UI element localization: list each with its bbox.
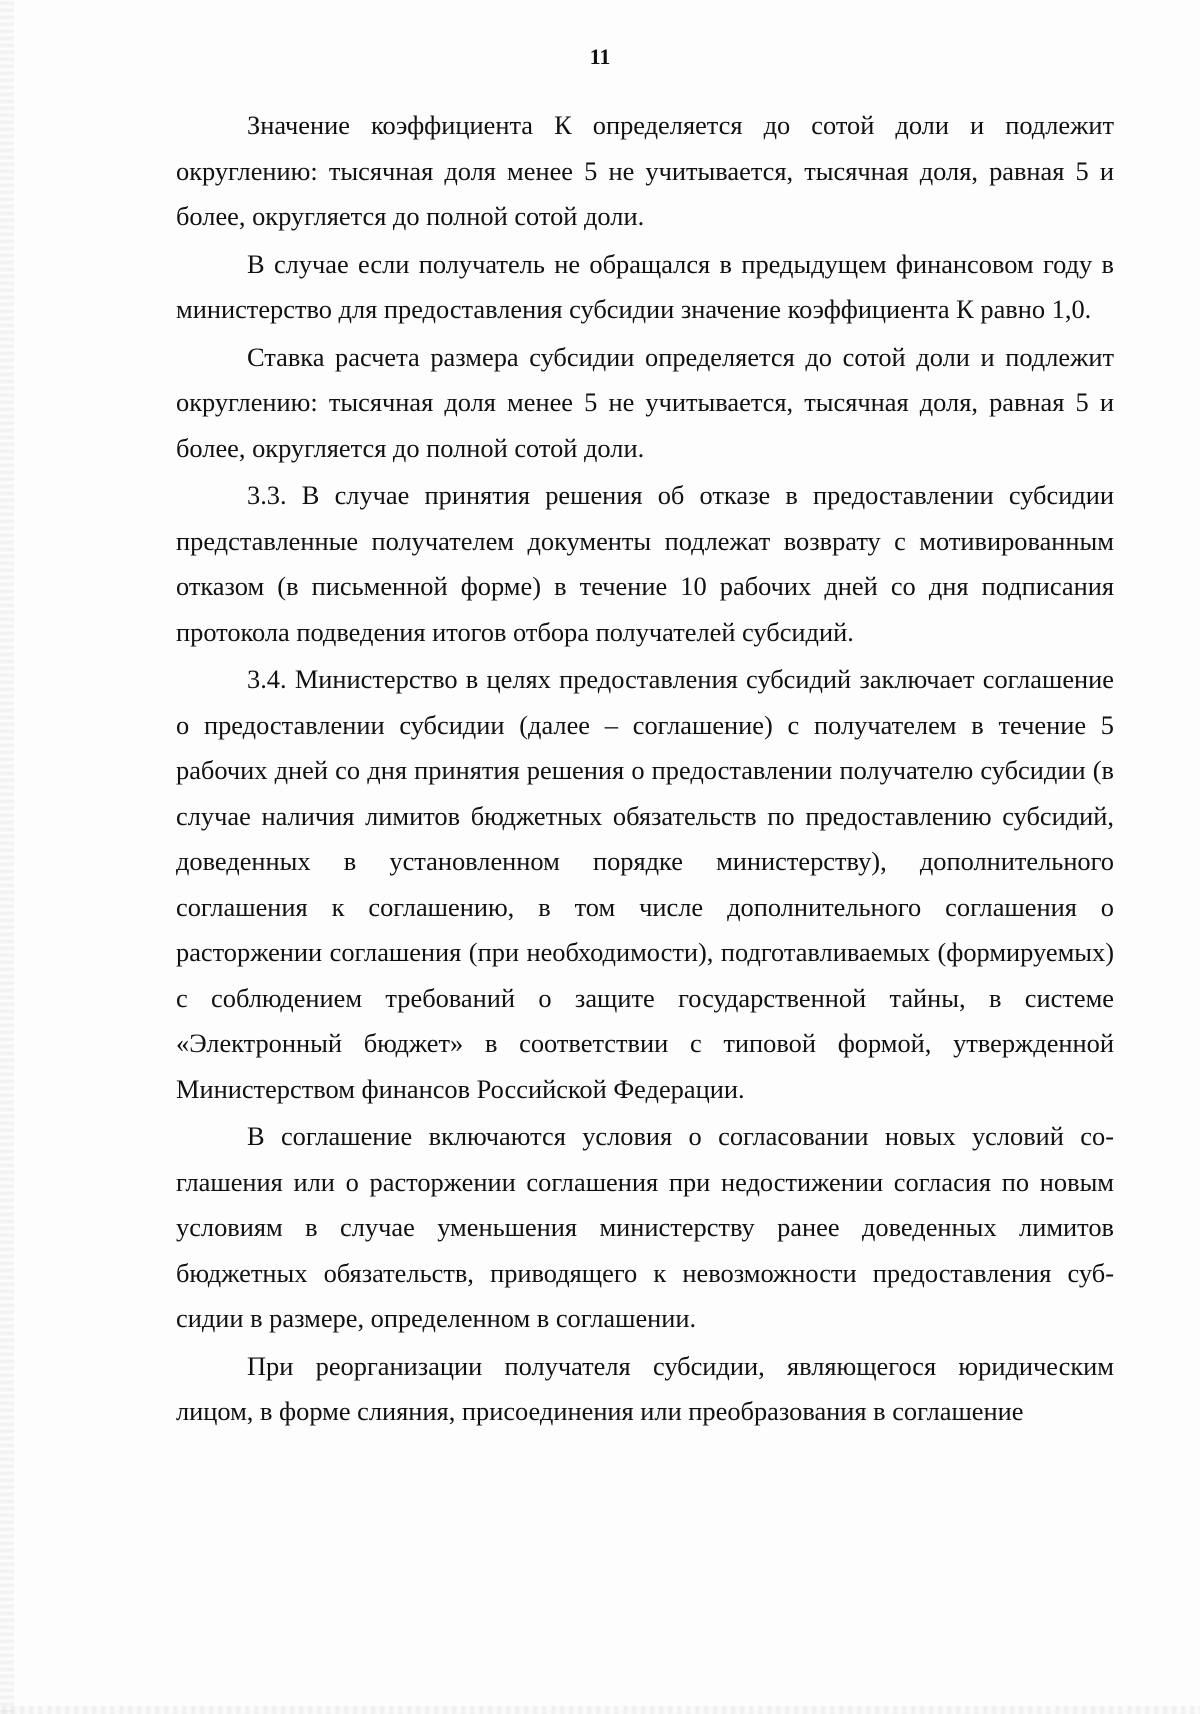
body-text (176, 103, 1114, 1437)
paragraph-3-3: 3.3. В случае принятия решения об отказе в предоставлении субсидии представленные получателем документы подлежат возврату с мотивированным отказом (в письменной форме) в течение 10 рабочих дней со дня подписания протокола подведения итогов отбора получателей субсидий. (176, 480, 1114, 647)
paragraph-agreement-conditions: В соглашение включаются условия о согласовании новых условий соглашения или о расторжении соглашения при недостижении согласия по новым условиям в случае уменьшения министерству ранее доведенных лимитов бюджетных обязательств, приводящего к невозможности предоставления субсидии в размере, определенном в соглашении. (176, 1121, 1114, 1333)
paragraph-coefficient-rounding: Значение коэффициента К определяется до сотой доли и подлежит округлению: тысячная доля менее 5 не учитывается, тысячная доля, равная 5 и более, округляется до полной сотой доли. (176, 110, 1114, 231)
scan-bottom-artifact (0, 1706, 1200, 1714)
paragraph-3-4: 3.4. Министерство в целях предоставления субсидий заключает соглашение о предоставлении субсидии (далее – соглашение) с получателем в течение 5 рабочих дней со дня принятия решения о предоставлении получателю субсидии (в случае наличия лимитов бюджетных обязательств по предоставлению субсидий, доведенных в установленном порядке министерству), дополнительного соглашения к соглашению, в том числе дополнительного соглашения о расторжении соглашения (при необходимости), подготавливаемых (формируемых) с соблюдением требований о защите государственной тайны, в системе «Электронный бюджет» в соответствии с типовой формой, утвержденной Министерством финансов Российской Федерации. (176, 664, 1114, 1104)
paragraph-reorganization: При реорганизации получателя субсидии, являющегося юридическим лицом, в форме слияния, присоединения или преобразования в соглашение (176, 1350, 1114, 1426)
page-number: 11 (589, 44, 611, 69)
paragraph-rate-rounding: Ставка расчета размера субсидии определяется до сотой доли и подлежит округлению: тысячная доля менее 5 не учитывается, тысячная доля, равная 5 и более, округляется до полной сотой доли. (176, 341, 1114, 463)
paragraph-coefficient-default: В случае если получатель не обращался в предыдущем финансовом году в министерство для предоставления субсидии значение коэффициента К равно 1,0. (176, 248, 1114, 324)
scan-edge-artifact (0, 0, 14, 1714)
